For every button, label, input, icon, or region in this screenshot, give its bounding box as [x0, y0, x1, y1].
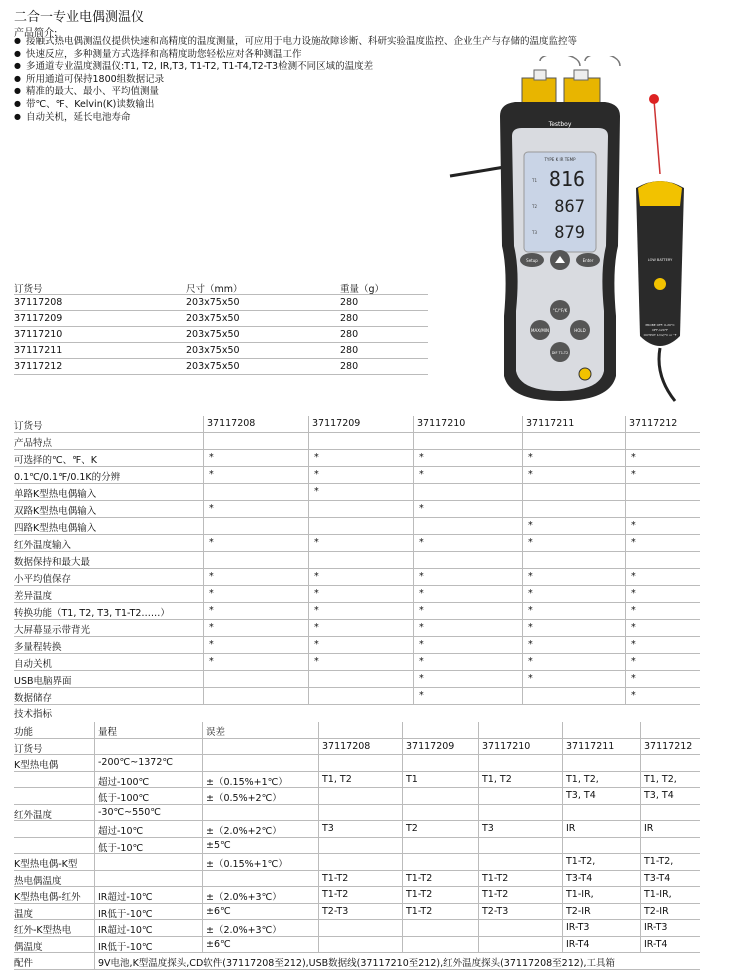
feature-comparison-table [14, 416, 700, 705]
table-cell: * [419, 452, 424, 463]
table-row [14, 654, 700, 671]
table-cell: 37117208 [207, 418, 256, 429]
table-cell: T1-T2 [406, 905, 433, 917]
table-row [14, 467, 700, 484]
probe-antenna [654, 100, 660, 174]
table-cell: 配件 [14, 958, 34, 969]
table-cell: 9V电池,K型温度探头,CD软件(37117208至212),USB数据线(37117210至212),红外温度探头(37117208至212),工具箱 [98, 958, 616, 969]
table-cell: ±（0.15%+1℃） [206, 776, 288, 788]
table-cell: ±（2.0%+3℃） [206, 892, 282, 903]
table-cell: * [314, 452, 319, 463]
table-cell: 小平均值保存 [14, 574, 72, 585]
table-cell: 可选择的℃、℉、K [14, 455, 97, 466]
svg-text:TYPE K IR TEMP: TYPE K IR TEMP [544, 157, 576, 162]
table-cell: * [528, 452, 533, 463]
table-cell: * [528, 588, 533, 599]
table-row [14, 904, 700, 921]
table-row [14, 838, 700, 855]
feature-item: ● 自动关机，延长电池寿命 [14, 112, 577, 125]
table-cell: * [419, 605, 424, 616]
table-cell: 37117210 [417, 418, 466, 429]
connector-left [522, 78, 556, 106]
table-cell: 37117210 [14, 329, 63, 340]
table-cell: T3-T4 [566, 872, 593, 884]
table-cell: 转换功能（T1, T2, T3, T1-T2……） [14, 608, 170, 619]
table-cell: 0.1℃/0.1℉/0.1K的分辨 [14, 472, 121, 483]
reading-1: 816 [548, 167, 585, 191]
table-cell: * [528, 673, 533, 684]
tech-spec-title: 技术指标 [14, 709, 53, 720]
table-cell: * [528, 537, 533, 548]
table-cell: T1-T2 [322, 872, 349, 884]
table-cell: * [631, 571, 636, 582]
table-cell: T1-T2 [406, 889, 433, 900]
table-row [14, 821, 700, 838]
table-cell: 超过-100℃ [98, 776, 150, 788]
table-cell: * [631, 469, 636, 480]
table-cell: K型热电偶-K型 [14, 859, 78, 870]
table-cell: 多量程转换 [14, 642, 62, 653]
table-cell: 大屏幕显示带背光 [14, 625, 91, 636]
table-row [14, 295, 428, 311]
table-row [14, 620, 700, 637]
table-cell: * [209, 639, 214, 650]
table-cell: IR超过-10℃ [98, 925, 153, 936]
feature-item: ● 带℃、℉、Kelvin(K)读数输出 [14, 99, 577, 112]
table-cell: 280 [340, 297, 359, 308]
table-cell: 单路K型热电偶输入 [14, 489, 97, 500]
table-cell: T2-IR [566, 905, 591, 917]
svg-text:LOW BATTERY: LOW BATTERY [647, 258, 673, 262]
table-row [14, 688, 700, 705]
table-cell: 203x75x50 [186, 313, 240, 324]
table-cell: * [528, 656, 533, 667]
table-cell: * [314, 622, 319, 633]
table-cell: 低于-10℃ [98, 842, 144, 854]
table-row [14, 416, 700, 433]
thermometer-device-illustration [440, 56, 740, 416]
table-cell: IR低于-10℃ [98, 941, 153, 953]
table-cell: T2 [406, 823, 418, 834]
table-cell: * [209, 571, 214, 582]
table-row [14, 552, 700, 569]
feature-item: ● 精准的最大、最小、平均值测量 [14, 86, 577, 99]
table-cell: * [528, 639, 533, 650]
table-cell: * [528, 571, 533, 582]
table-cell: * [631, 520, 636, 531]
table-cell: * [314, 639, 319, 650]
table-cell: T3, T4 [566, 790, 596, 801]
intro-label: 产品简介: [14, 28, 58, 39]
feature-item: ● 多通道专业温度测温仪:T1, T2, IR,T3, T1-T2, T1-T4,T2-T3检测不同区域的温度差 [14, 61, 577, 74]
table-cell: 37117211 [526, 418, 575, 429]
table-row [14, 343, 428, 359]
table-cell: K型热电偶-红外 [14, 892, 81, 903]
svg-text:OFF-120°F: OFF-120°F [652, 328, 668, 332]
table-row [14, 359, 428, 375]
table-cell: 数据储存 [14, 693, 53, 704]
table-cell: * [528, 520, 533, 531]
table-cell: T1-T2 [322, 889, 349, 900]
table-cell: * [419, 588, 424, 599]
table-cell: * [314, 656, 319, 667]
table-row [14, 501, 700, 518]
table-row [14, 535, 700, 552]
table-cell: * [631, 588, 636, 599]
table-row [14, 755, 700, 772]
table-cell: T1, T2 [482, 773, 512, 785]
table-cell: * [419, 690, 424, 701]
svg-text:DIF T1-T2: DIF T1-T2 [551, 351, 569, 355]
table-cell: 误差 [206, 727, 226, 738]
table-cell: * [209, 656, 214, 667]
table-row [14, 637, 700, 654]
table-cell: 差异温度 [14, 591, 53, 602]
table-row [14, 937, 700, 954]
table-cell: * [419, 656, 424, 667]
table-cell: T1-T2 [406, 872, 433, 884]
table-cell: 重量（g） [340, 284, 385, 295]
svg-text:PROBE OFF: 0-20°C: PROBE OFF: 0-20°C [645, 323, 675, 327]
table-cell: 订货号 [14, 743, 43, 755]
table-cell: 37117209 [312, 418, 361, 429]
table-cell: * [419, 639, 424, 650]
table-cell: 37117210 [482, 740, 531, 752]
probe-power-icon [654, 278, 666, 290]
table-row [14, 739, 700, 756]
svg-text:HOLD: HOLD [574, 328, 586, 333]
table-cell: * [631, 690, 636, 701]
table-cell: 203x75x50 [186, 329, 240, 340]
table-cell: T1-IR, [566, 889, 594, 900]
feature-item: ● 快速反应，多种测量方式选择和高精度助您轻松应对各种测温工作 [14, 49, 577, 62]
table-cell: ±6℃ [206, 905, 231, 917]
table-cell: 280 [340, 329, 359, 340]
table-cell: * [209, 588, 214, 599]
table-cell: 红外温度输入 [14, 540, 72, 551]
table-cell: IR-T3 [644, 922, 668, 933]
table-cell: ±5℃ [206, 839, 231, 851]
table-cell: 37117209 [406, 740, 455, 752]
table-cell: T2-T3 [482, 905, 509, 917]
table-row [14, 311, 428, 327]
svg-text:OUTPUT 1mV/°C or °F: OUTPUT 1mV/°C or °F [643, 333, 677, 337]
table-cell: * [631, 673, 636, 684]
table-cell: ±（0.5%+2℃） [206, 793, 282, 804]
tech-spec-table [14, 722, 700, 970]
table-cell: * [528, 469, 533, 480]
svg-text:T3: T3 [532, 230, 537, 235]
table-cell: 自动关机 [14, 659, 53, 670]
table-cell: 温度 [14, 908, 34, 920]
table-cell: 订货号 [14, 421, 43, 432]
table-cell: IR-T3 [566, 922, 590, 933]
table-cell: T1 [406, 773, 418, 785]
table-cell: 功能 [14, 727, 34, 738]
reading-3: 879 [554, 223, 585, 243]
table-row [14, 772, 700, 789]
table-cell: IR [644, 823, 654, 834]
table-row [14, 327, 428, 343]
table-cell: * [631, 605, 636, 616]
table-cell: * [419, 537, 424, 548]
table-cell: T1-T2 [482, 889, 509, 900]
table-cell: 203x75x50 [186, 361, 240, 372]
table-cell: 37117208 [14, 297, 63, 308]
table-cell: * [314, 469, 319, 480]
table-cell: T1, T2 [322, 773, 352, 785]
table-cell: 四路K型热电偶输入 [14, 523, 97, 534]
table-cell: T1-T2, [566, 856, 596, 867]
table-cell: 热电偶温度 [14, 875, 62, 887]
table-cell: * [528, 605, 533, 616]
table-cell: * [631, 622, 636, 633]
table-row [14, 484, 700, 501]
table-row [14, 953, 700, 970]
table-cell: ±（2.0%+3℃） [206, 925, 282, 936]
table-cell: * [419, 571, 424, 582]
table-cell: 203x75x50 [186, 297, 240, 308]
table-cell: * [209, 503, 214, 514]
table-cell: 偶温度 [14, 941, 43, 953]
table-cell: * [631, 452, 636, 463]
table-cell: * [209, 622, 214, 633]
probe-tip [649, 94, 659, 104]
table-row [14, 788, 700, 805]
svg-text:T2: T2 [532, 204, 537, 209]
table-cell: 280 [340, 313, 359, 324]
table-cell: T1, T2, [644, 773, 677, 785]
table-cell: IR-T4 [644, 938, 668, 950]
table-cell: T3-T4 [644, 872, 671, 884]
table-cell: ±（2.0%+2℃） [206, 826, 282, 837]
table-cell: * [314, 605, 319, 616]
table-cell: 量程 [98, 727, 118, 738]
table-cell: T1-T2, [644, 856, 674, 867]
table-cell: * [209, 469, 214, 480]
svg-text:T1: T1 [532, 178, 537, 183]
table-cell: 37117211 [14, 345, 63, 356]
connector-right [564, 78, 600, 106]
table-cell: * [419, 673, 424, 684]
table-cell: T2-T3 [322, 905, 349, 917]
table-cell: -200℃~1372℃ [98, 757, 174, 768]
svg-text:Setup: Setup [526, 258, 538, 263]
table-cell: * [419, 503, 424, 514]
table-cell: * [631, 639, 636, 650]
table-cell: * [631, 537, 636, 548]
table-cell: -30℃~550℃ [98, 806, 161, 818]
table-cell: IR低于-10℃ [98, 908, 153, 920]
table-cell: T3 [482, 823, 494, 834]
table-cell: * [314, 588, 319, 599]
table-cell: 红外-K型热电 [14, 925, 72, 936]
table-cell: 双路K型热电偶输入 [14, 506, 97, 517]
table-cell: 37117212 [629, 418, 678, 429]
table-row [14, 871, 700, 888]
table-cell: T3 [322, 823, 334, 834]
table-cell: * [419, 469, 424, 480]
table-cell: 203x75x50 [186, 345, 240, 356]
table-cell: 尺寸（mm） [186, 284, 243, 295]
table-cell: 37117212 [14, 361, 63, 372]
table-cell: 产品特点 [14, 438, 53, 449]
table-cell: 红外温度 [14, 809, 53, 821]
table-row [14, 722, 700, 739]
table-cell: T1-IR, [644, 889, 672, 900]
table-cell: 超过-10℃ [98, 826, 144, 837]
table-row [14, 671, 700, 688]
table-cell: 订货号 [14, 284, 43, 295]
feature-item: ● 接触式热电偶测温仪提供快速和高精度的温度测量，可应用于电力设施故障诊断、科研实验温度监控、企业生产与存储的温度监控等 [14, 36, 577, 49]
table-cell: T1-T2 [482, 872, 509, 884]
table-cell: 37117208 [322, 740, 371, 752]
table-cell: T2-IR [644, 905, 669, 917]
table-cell: * [209, 452, 214, 463]
brand-label: Testboy [548, 121, 572, 128]
table-cell: 280 [340, 345, 359, 356]
table-row [14, 854, 700, 871]
table-cell: * [209, 605, 214, 616]
table-cell: IR [566, 823, 576, 834]
table-row [14, 433, 700, 450]
svg-text:Enter: Enter [582, 258, 594, 263]
table-row [14, 586, 700, 603]
table-cell: * [631, 656, 636, 667]
page-title: 二合一专业电偶测温仪 [14, 10, 145, 25]
table-row [14, 920, 700, 937]
table-cell: 37117209 [14, 313, 63, 324]
svg-text:°C/°F/K: °C/°F/K [552, 308, 568, 313]
table-cell: T1, T2, [566, 773, 599, 785]
table-cell: 数据保持和最大最 [14, 557, 91, 568]
order-table [14, 279, 428, 375]
table-row [14, 518, 700, 535]
table-row [14, 887, 700, 904]
table-cell: * [209, 537, 214, 548]
table-row [14, 279, 428, 295]
table-cell: IR超过-10℃ [98, 892, 153, 903]
table-cell: * [314, 537, 319, 548]
svg-text:MAX/MIN: MAX/MIN [531, 328, 549, 333]
table-cell: 37117211 [566, 740, 615, 752]
feature-item: ● 所用通道可保持1800组数据记录 [14, 74, 577, 87]
table-cell: * [314, 571, 319, 582]
table-cell: ±6℃ [206, 938, 231, 950]
table-cell: 37117212 [644, 740, 693, 752]
table-cell: K型热电偶 [14, 760, 59, 771]
table-row [14, 603, 700, 620]
table-row [14, 805, 700, 822]
table-row [14, 569, 700, 586]
table-cell: 低于-100℃ [98, 793, 150, 804]
table-cell: IR-T4 [566, 938, 590, 950]
table-cell: USB电脑界面 [14, 676, 72, 687]
table-cell: * [314, 486, 319, 497]
table-cell: 280 [340, 361, 359, 372]
table-cell: * [419, 622, 424, 633]
table-row [14, 450, 700, 467]
table-cell: * [528, 622, 533, 633]
reading-2: 867 [554, 197, 585, 217]
power-button [579, 368, 591, 380]
table-cell: T3, T4 [644, 790, 674, 801]
table-cell: ±（0.15%+1℃） [206, 859, 288, 870]
